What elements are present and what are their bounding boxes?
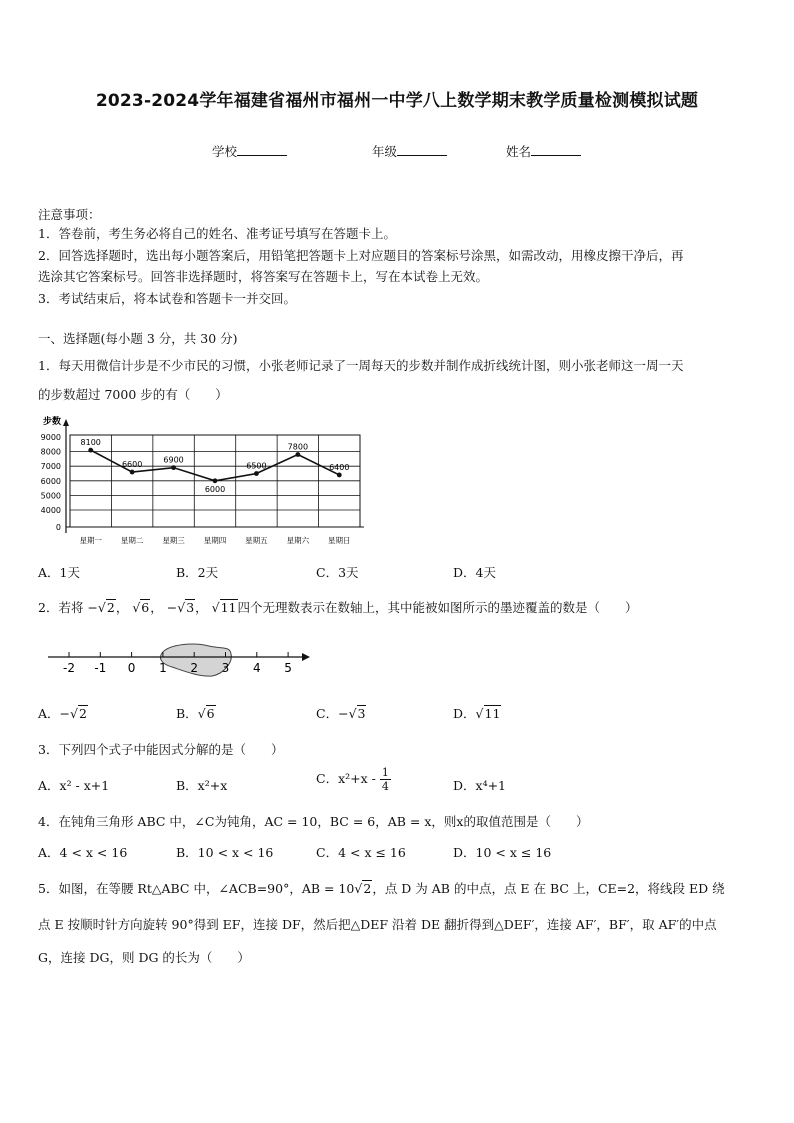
x-tick-label: 星期五 xyxy=(245,536,268,545)
data-point xyxy=(295,452,300,457)
q2-num-3: −√3 xyxy=(166,600,195,615)
q3-option-b[interactable]: B．x²+x xyxy=(176,778,228,793)
x-tick-label: 星期一 xyxy=(79,536,102,545)
q2-stem: 2．若将 −√2， √6， −√3， √11四个无理数表示在数轴上，其中能被如图所示的墨迹覆盖的数是（ ） xyxy=(38,600,638,615)
data-point xyxy=(171,465,176,470)
q3-option-a[interactable]: A．x² - x+1 xyxy=(38,778,110,793)
y-tick-label: 4000 xyxy=(40,506,61,515)
notice-item: 1．答卷前，考生务必将自己的姓名、准考证号填写在答题卡上。 xyxy=(38,226,396,241)
q4-option-b[interactable]: B．10 < x < 16 xyxy=(176,845,274,860)
data-label: 7800 xyxy=(287,442,309,452)
y-axis-arrow-icon xyxy=(63,419,69,426)
q2-num-2: √6 xyxy=(132,600,150,615)
q2-num-1: −√2 xyxy=(87,600,115,615)
data-label: 8100 xyxy=(80,438,101,448)
x-tick-label: 星期六 xyxy=(286,536,310,545)
q2-num-4: √11 xyxy=(211,600,237,615)
data-point xyxy=(254,471,259,476)
data-label: 6400 xyxy=(329,462,350,472)
notice-item: 选涂其它答案标号。回答非选择题时，将答案写在答题卡上，写在本试卷上无效。 xyxy=(38,269,489,284)
number-line-label: 4 xyxy=(252,661,261,675)
number-line-label: -1 xyxy=(94,661,107,675)
q4-option-c[interactable]: C．4 < x ≤ 16 xyxy=(316,845,406,860)
data-point xyxy=(130,470,135,475)
q1-stem-line2: 的步数超过 7000 步的有（ ） xyxy=(38,387,228,402)
y-tick-label: 8000 xyxy=(40,447,61,457)
data-label: 6600 xyxy=(121,460,143,470)
number-line-label: 0 xyxy=(127,661,136,675)
q3-option-c[interactable]: C．x²+x - $\frac{1}{4}$ xyxy=(316,766,389,793)
q2-option-a[interactable]: A．−√2 xyxy=(38,706,87,721)
chart-labels xyxy=(79,438,350,545)
q1-option-d[interactable]: D．4天 xyxy=(453,565,496,580)
number-line-label: 3 xyxy=(221,661,230,675)
data-point xyxy=(213,478,218,483)
notice-item: 2．回答选择题时，选出每小题答案后，用铅笔把答题卡上对应题目的答案标号涂黑，如需改动，用橡皮擦干净后，再 xyxy=(38,248,684,263)
q2-option-d[interactable]: D．√11 xyxy=(453,706,501,721)
data-label: 6000 xyxy=(204,484,226,494)
x-tick-label: 星期三 xyxy=(162,536,185,545)
grade-field[interactable] xyxy=(372,142,447,160)
y-tick-label: 6000 xyxy=(40,476,61,486)
y-tick-label: 5000 xyxy=(40,491,61,501)
q1-option-a[interactable]: A．1天 xyxy=(38,565,80,580)
data-point xyxy=(88,448,93,453)
q5-stem-line1: 5．如图，在等腰 Rt△ABC 中，∠ACB=90°，AB = 10√2，点 D 为 AB 的中点，点 E 在 BC 上，CE=2，将线段 ED 绕 xyxy=(38,881,725,896)
name-field[interactable] xyxy=(506,142,581,160)
data-point xyxy=(337,473,342,478)
q2-option-b[interactable]: B．√6 xyxy=(176,706,215,721)
section-heading: 一、选择题(每小题 3 分，共 30 分) xyxy=(38,331,238,346)
number-line xyxy=(44,640,314,680)
q2-prefix: 2．若将 xyxy=(38,600,84,615)
q5-stem-line3: G，连接 DG，则 DG 的长为（ ） xyxy=(38,950,250,965)
number-line-label: 5 xyxy=(284,661,292,675)
q4-stem: 4．在钝角三角形 ABC 中，∠C为钝角，AC = 10，BC = 6，AB = x，则x的取值范围是（ ） xyxy=(38,814,589,829)
y-tick-label: 0 xyxy=(55,523,61,532)
data-label: 6500 xyxy=(246,461,267,471)
name-label: 姓名 xyxy=(506,144,532,159)
school-label: 学校 xyxy=(212,144,238,159)
q1-option-b[interactable]: B．2天 xyxy=(176,565,219,580)
number-line-label: -2 xyxy=(63,661,75,675)
data-label: 6900 xyxy=(163,455,184,465)
number-line-label: 2 xyxy=(190,661,199,675)
fraction: $\frac{1}{4}$ xyxy=(381,766,389,793)
y-tick-label: 7000 xyxy=(40,462,61,472)
arrow-icon xyxy=(302,653,310,661)
q1-stem-line1: 1．每天用微信计步是不少市民的习惯，小张老师记录了一周每天的步数并制作成折线统计图，则小张老师这一周一天 xyxy=(38,358,684,373)
notice-heading: 注意事项： xyxy=(38,207,101,222)
number-line-label: 1 xyxy=(159,661,167,675)
q3-option-d[interactable]: D．x⁴+1 xyxy=(453,778,507,793)
y-axis-label: 步数 xyxy=(43,417,62,427)
x-tick-label: 星期二 xyxy=(120,536,144,545)
x-tick-label: 星期四 xyxy=(203,536,227,545)
q2-suffix: 四个无理数表示在数轴上，其中能被如图所示的墨迹覆盖的数是（ ） xyxy=(237,600,638,615)
y-tick-label: 9000 xyxy=(40,433,61,442)
q1-option-c[interactable]: C．3天 xyxy=(316,565,359,580)
q4-option-d[interactable]: D．10 < x ≤ 16 xyxy=(453,845,552,860)
exam-title: 2023-2024学年福建省福州市福州一中学八上数学期末教学质量检测模拟试题 xyxy=(95,91,699,111)
q4-option-a[interactable]: A．4 < x < 16 xyxy=(38,845,128,860)
q5-stem-line2: 点 E 按顺时针方向旋转 90°得到 EF，连接 DF，然后把△DEF 沿着 DE 翻折得到△DEF′，连接 AF′，BF′，取 AF′的中点 xyxy=(38,917,717,932)
q3-stem: 3．下列四个式子中能因式分解的是（ ） xyxy=(38,742,284,757)
step-line-chart xyxy=(36,410,366,550)
x-tick-label: 星期日 xyxy=(328,536,351,545)
notice-item: 3．考试结束后，将本试卷和答题卡一并交回。 xyxy=(38,291,296,306)
q2-option-c[interactable]: C．−√3 xyxy=(316,706,366,721)
school-field[interactable] xyxy=(212,142,287,160)
grade-label: 年级 xyxy=(372,144,398,159)
